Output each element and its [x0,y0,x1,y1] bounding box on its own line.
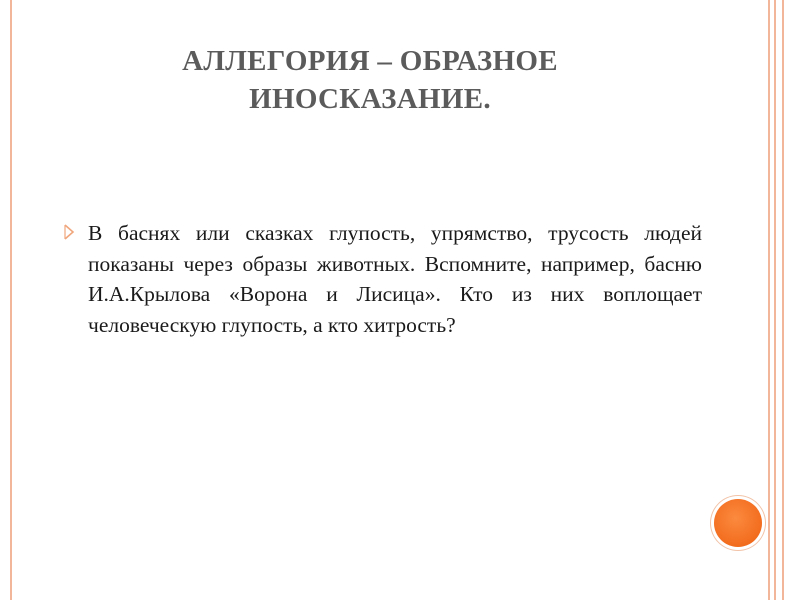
bullet-text: В баснях или сказках глупость, упрямство, трусость людей показаны через образы животных. Вспомните, например, басню И.А.Крылова «Ворона и Лисица». Кто из них воплощает человеческую глупость, а кто хитрость? [88,221,702,337]
bullet-item [62,218,702,340]
arrow-bullet-icon [62,223,76,241]
left-border-line [10,0,12,600]
right-border-line-1 [768,0,770,600]
slide-title [60,42,680,118]
right-border-line-2 [774,0,776,600]
title-line-1: АЛЛЕГОРИЯ – ОБРАЗНОЕ [182,45,558,77]
right-border-line-3 [782,0,784,600]
orange-circle-decoration [714,499,762,547]
title-line-2: ИНОСКАЗАНИЕ. [249,83,491,115]
slide-content [62,218,702,340]
